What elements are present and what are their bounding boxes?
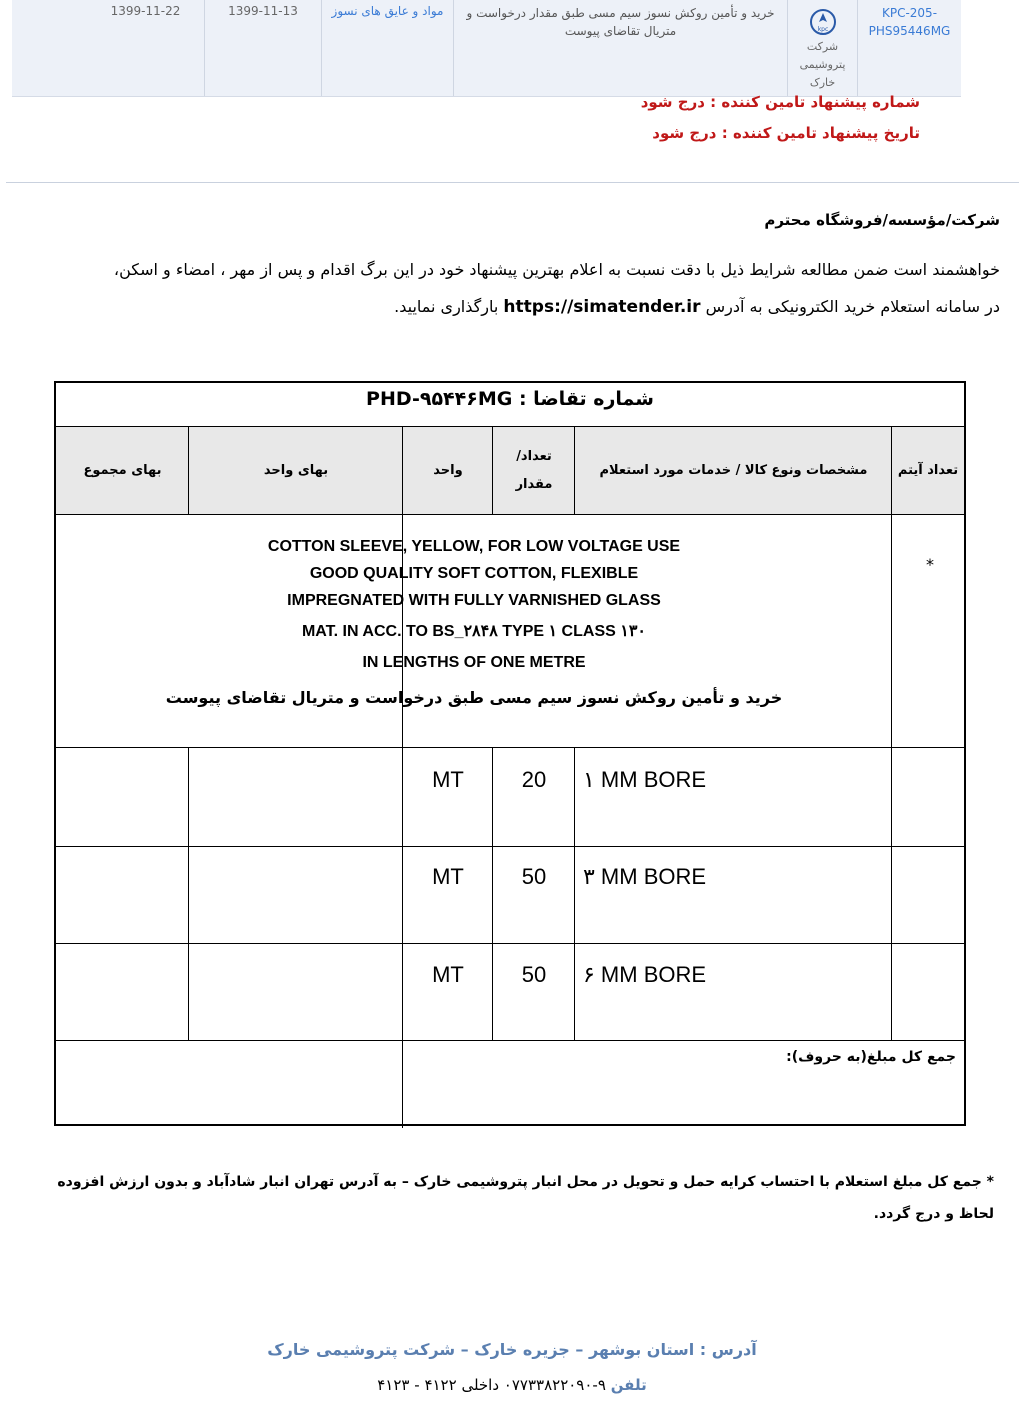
tender-start-date: 1399-11-13	[204, 0, 321, 96]
table-rule	[56, 747, 964, 748]
price-note: * جمع کل مبلغ استعلام با احتساب کرایه حمل و تحویل در محل انبار پتروشیمی خارک – به آدرس تهران انبار شادآباد و بدون ارزش افزوده لحاظ و درج گردد.	[57, 1174, 994, 1222]
row-1-description: ۱ MM BORE	[583, 767, 707, 792]
row-1-unit: MT	[432, 767, 464, 792]
instructions-line-1: خواهشمند است ضمن مطالعه شرایط ذیل با دقت نسبت به اعلام بهترین پیشنهاد خود در این برگ اقدام و پس از مهر ، امضاء و اسکن،	[113, 260, 1000, 279]
rfq-number: شماره تقاضا : PHD-۹۵۴۴۶MG	[366, 388, 654, 410]
description-line: IN LENGTHS OF ONE METRE	[362, 654, 586, 671]
tender-category[interactable]: مواد و عایق های نسوز	[321, 0, 453, 96]
tender-title[interactable]: خرید و تأمین روکش نسوز سیم مسی طبق مقدار درخواست و متریال تقاضای پیوست	[453, 0, 787, 96]
supplier-offer-date: تاریخ پیشنهاد تامین کننده : درج شود	[652, 124, 920, 142]
row-2-quantity: 50	[521, 864, 547, 889]
table-rule	[188, 747, 189, 1040]
table-rule	[56, 943, 964, 944]
row-3-description: ۶ MM BORE	[583, 962, 707, 987]
company-logo	[787, 0, 857, 96]
footer-phone	[0, 1376, 1024, 1394]
total-in-words-label: جمع کل مبلغ(به حروف):	[786, 1049, 956, 1065]
greeting: شرکت/مؤسسه/فروشگاه محترم	[764, 211, 1000, 229]
phone-label: تلفن	[610, 1376, 647, 1394]
table-rule	[891, 427, 892, 1040]
header-total-price: بهای مجموع	[83, 462, 162, 478]
description-line: GOOD QUALITY SOFT COTTON, FLEXIBLE	[309, 565, 639, 582]
phone-number: ۹-۰۷۷۳۳۸۲۲۰۹۰ داخلی ۴۱۲۲ - ۴۱۲۳	[377, 1376, 606, 1394]
row-2-unit: MT	[432, 864, 464, 889]
table-rule	[492, 427, 493, 515]
table-rule	[56, 514, 964, 515]
svg-text:kpc: kpc	[817, 26, 828, 33]
table-rule	[56, 1040, 964, 1041]
company-logo-text: شرکت پتروشیمی خارک	[799, 40, 846, 89]
item-description	[56, 533, 892, 711]
table-rule	[56, 846, 964, 847]
description-line: MAT. IN ACC. TO BS_۲۸۴۸ TYPE ۱ CLASS ۱۳۰	[301, 623, 647, 640]
description-line: IMPREGNATED WITH FULLY VARNISHED GLASS	[287, 592, 661, 609]
tender-code[interactable]: KPC-205-PHS95446MG	[857, 0, 961, 96]
header-description: مشخصات ونوع کالا / خدمات مورد استعلام	[599, 462, 868, 478]
header-item-count: تعداد آیتم	[897, 462, 959, 478]
item-star: *	[926, 555, 934, 574]
description-line: COTTON SLEEVE, YELLOW, FOR LOW VOLTAGE USE	[267, 538, 681, 555]
rfq-table	[54, 381, 966, 1126]
instructions-line-2: در سامانه استعلام خرید الکترونیکی به آدرس https://simatender.ir بارگذاری نمایید.	[394, 297, 1000, 317]
tender-listing-row[interactable]	[12, 0, 961, 97]
description-persian: خرید و تأمین روکش نسوز سیم مسی طبق درخواست و متریال تقاضای پیوست	[165, 688, 783, 707]
row-3-quantity: 50	[521, 962, 547, 987]
supplier-offer-number: شماره پیشنهاد تامین کننده : درج شود	[640, 93, 920, 111]
row-3-unit: MT	[432, 962, 464, 987]
simatender-link[interactable]: https://simatender.ir	[503, 297, 701, 317]
header-quantity: تعداد/ مقدار	[515, 448, 553, 492]
footer-address: آدرس : استان بوشهر – جزیره خارک – شرکت پتروشیمی خارک	[267, 1340, 757, 1359]
header-unit: واحد	[433, 462, 463, 478]
table-rule	[574, 427, 575, 515]
row-2-description: ۳ MM BORE	[583, 864, 707, 889]
divider	[6, 182, 1019, 183]
kpc-logo-icon	[809, 8, 837, 36]
row-1-quantity: 20	[521, 767, 547, 792]
header-unit-price: بهای واحد	[263, 462, 329, 478]
table-rule	[188, 427, 189, 515]
tender-end-date: 1399-11-22	[110, 4, 181, 18]
